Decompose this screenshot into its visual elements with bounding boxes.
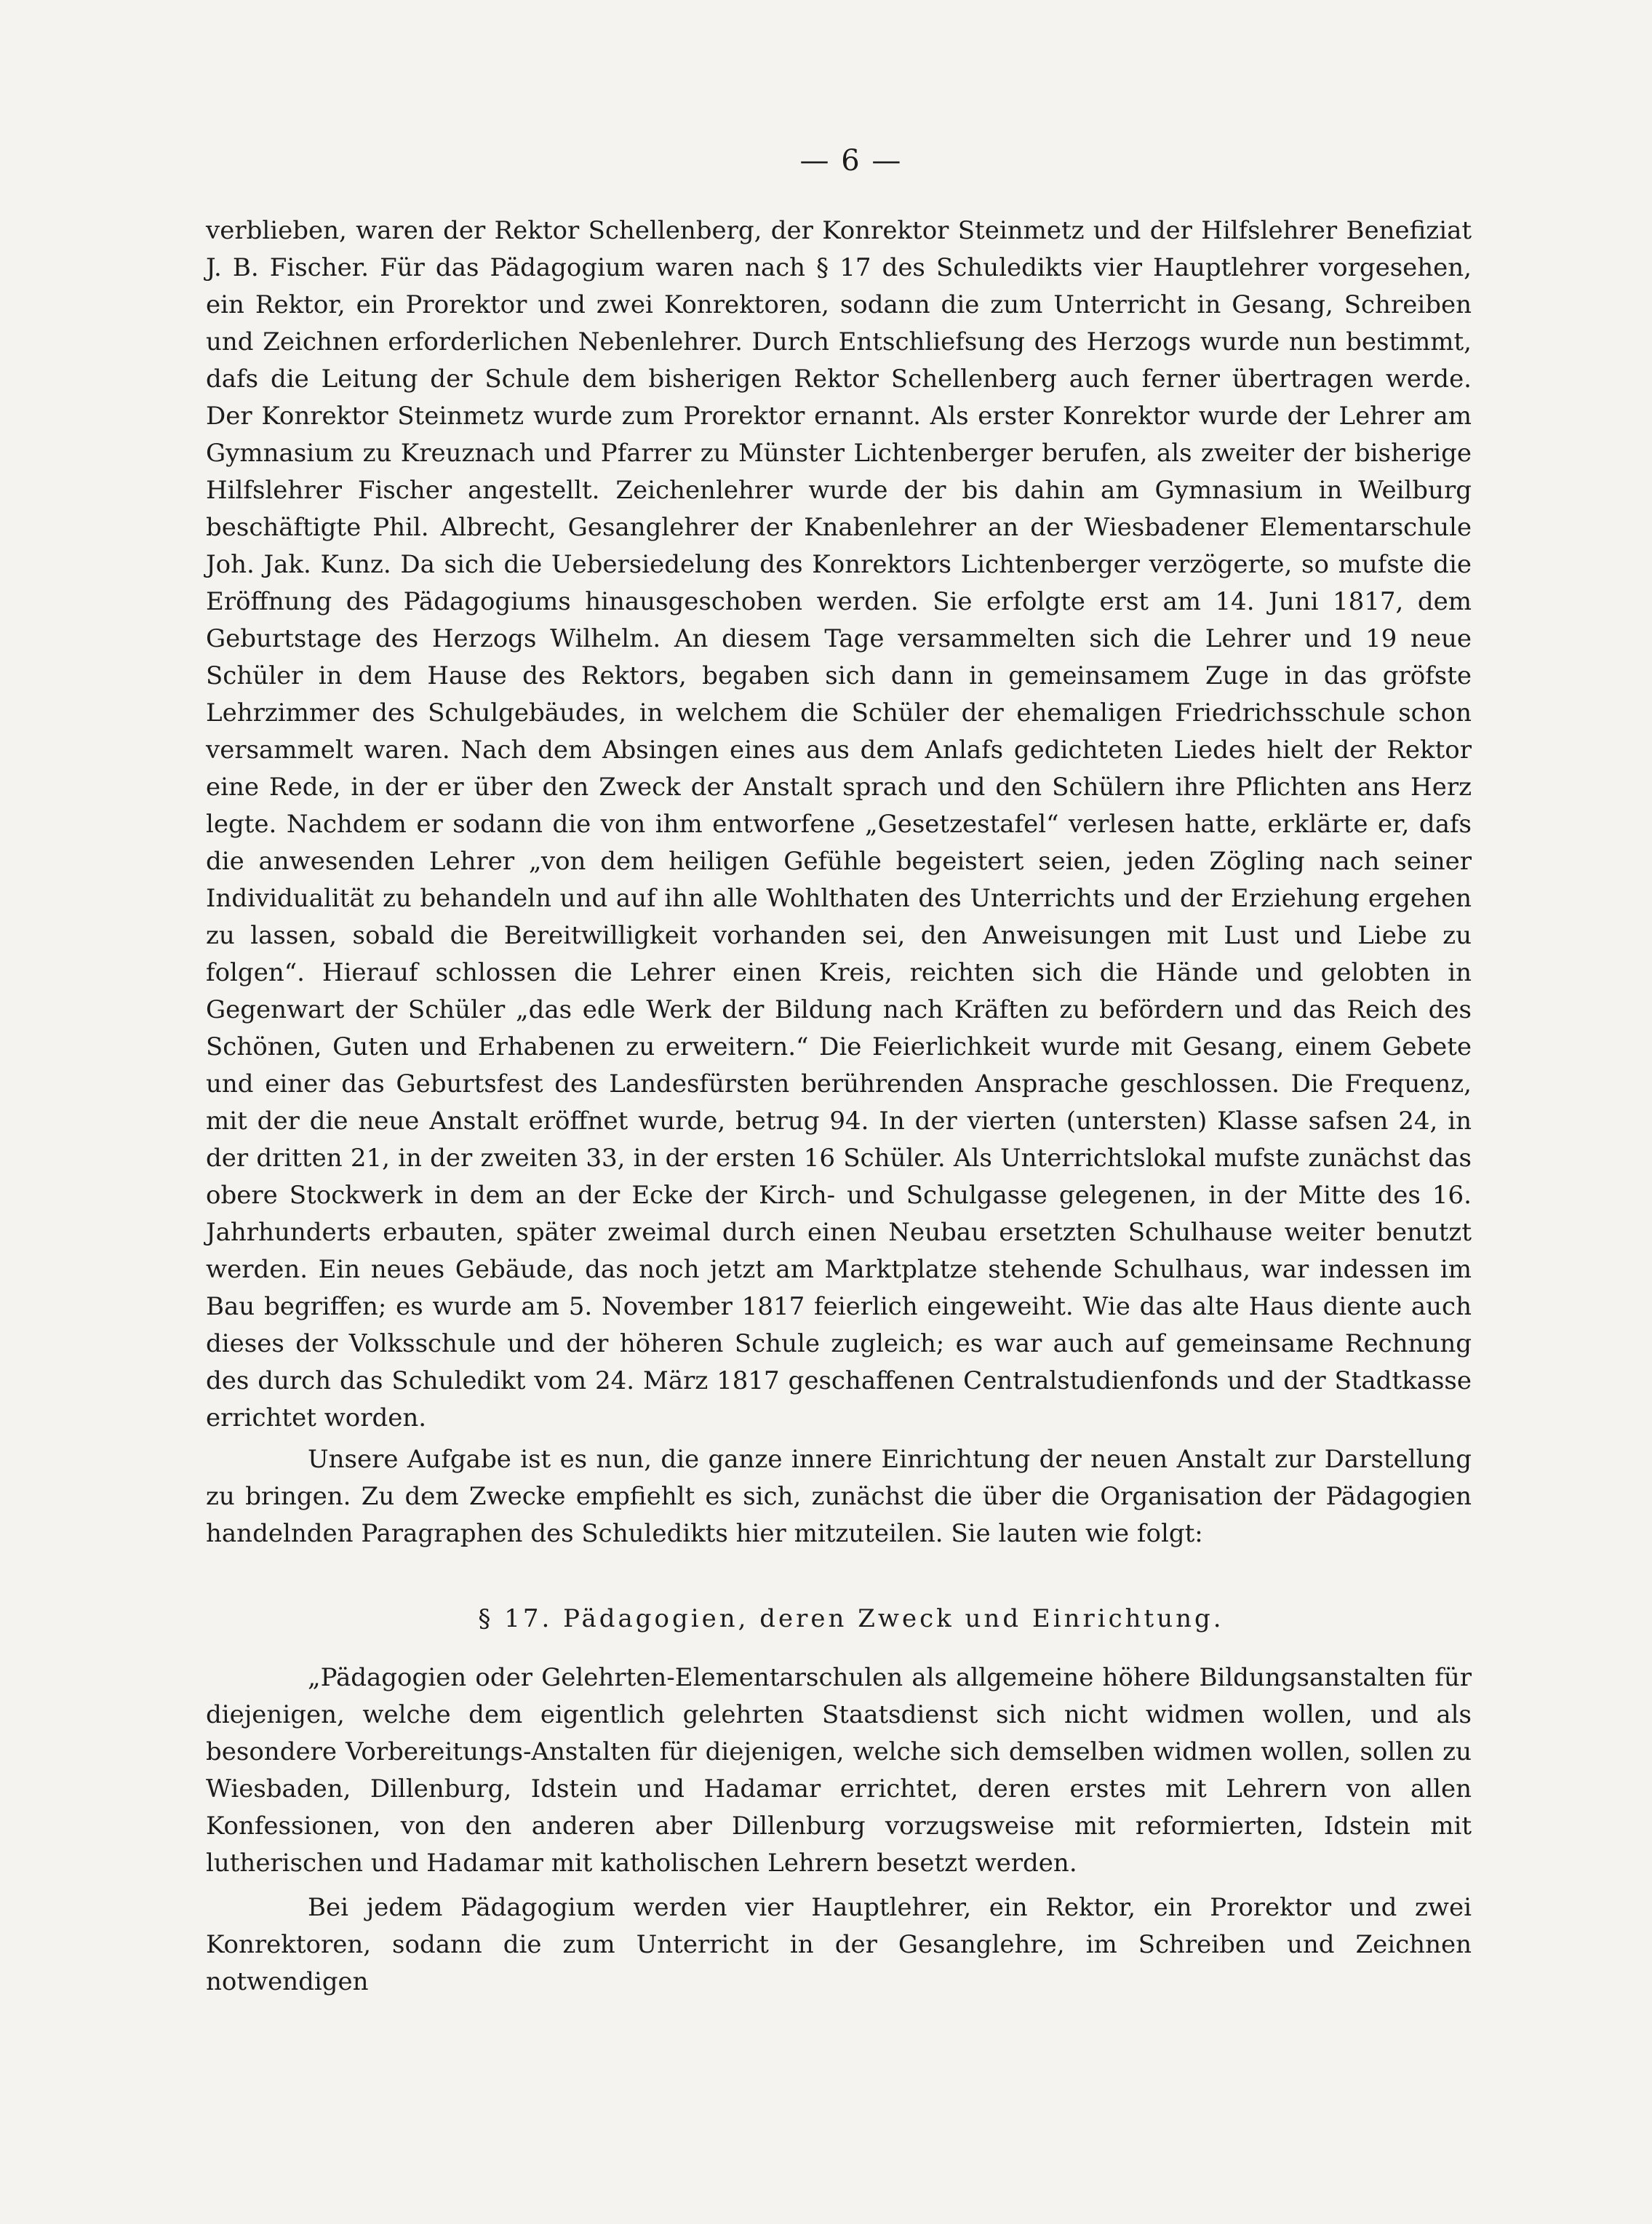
paragraph-teachers: Bei jedem Pädagogium werden vier Hauptlehrer, ein Rektor, ein Prorektor und zwei Konrektoren, sodann die zum Unterricht in der Gesanglehre, im Schreiben und Zeichnen notwendigen xyxy=(206,1893,1472,1996)
paragraph-task-intro: Unsere Aufgabe ist es nun, die ganze innere Einrichtung der neuen Anstalt zur Darstellung zu bringen. Zu dem Zwecke empfiehlt es sich, zunächst die über die Organisation der Pädagogien handelnden Paragraphen des Schuledikts hier mitzuteilen. Sie lauten wie folgt: xyxy=(206,1445,1472,1548)
section-heading: § 17. Pädagogien, deren Zweck und Einrichtung. xyxy=(478,1604,1224,1633)
page-number: — 6 — xyxy=(799,144,903,178)
paragraph-founding-history: verblieben, waren der Rektor Schellenberg, der Konrektor Steinmetz und der Hilfslehrer Benefiziat J. B. Fischer. Für das Pädagogium waren nach § 17 des Schuledikts vier Hauptlehrer vorgesehen, ein Rektor, ein Prorektor und zwei Konrektoren, sodann die zum Unterricht in Gesang, Schreiben und Zeichnen erforderlichen Nebenlehrer. Durch Entschliefsung des Herzogs wurde nun bestimmt, dafs die Leitung der Schule dem bisherigen Rektor Schellenberg auch ferner übertragen werde. Der Konrektor Steinmetz wurde zum Prorektor ernannt. Als erster Konrektor wurde der Lehrer am Gymnasium zu Kreuznach und Pfarrer zu Münster Lichtenberger berufen, als zweiter der bisherige Hilfslehrer Fischer angestellt. Zeichenlehrer wurde der bis dahin am Gymnasium in Weilburg beschäftigte Phil. Albrecht, Gesanglehrer der Knabenlehrer an der Wiesbadener Elementarschule Joh. Jak. Kunz. Da sich die Uebersiedelung des Konrektors Lichtenberger verzögerte, so mufste die Eröffnung des Pädagogiums hinausgeschoben werden. Sie erfolgte erst am 14. Juni 1817, dem Geburtstage des Herzogs Wilhelm. An diesem Tage versammelten sich die Lehrer und 19 neue Schüler in dem Hause des Rektors, begaben sich dann in gemeinsamem Zuge in das gröfste Lehrzimmer des Schulgebäudes, in welchem die Schüler der ehemaligen Friedrichsschule schon versammelt waren. Nach dem Absingen eines aus dem Anlafs gedichteten Liedes hielt der Rektor eine Rede, in der er über den Zweck der Anstalt sprach und den Schülern ihre Pflichten ans Herz legte. Nachdem er sodann die von ihm entworfene „Gesetzestafel“ verlesen hatte, erklärte er, dafs die anwesenden Lehrer „von dem heiligen Gefühle begeistert seien, jeden Zögling nach seiner Individualität zu behandeln und auf ihn alle Wohlthaten des Unterrichts und der Erziehung ergehen zu lassen, sobald die Bereitwilligkeit vorhanden sei, den Anweisungen mit Lust und Liebe zu folgen“. Hierauf schlossen die Lehrer einen Kreis, reichten sich die Hände und gelobten in Gegenwart der Schüler „das edle Werk der Bildung nach Kräften zu befördern und das Reich des Schönen, Guten und Erhabenen zu erweitern.“ Die Feierlichkeit wurde mit Gesang, einem Gebete und einer das Geburtsfest des Landesfürsten berührenden Ansprache geschlossen. Die Frequenz, mit der die neue Anstalt eröffnet wurde, betrug 94. In der vierten (untersten) Klasse safsen 24, in der dritten 21, in der zweiten 33, in der ersten 16 Schüler. Als Unterrichtslokal mufste zunächst das obere Stockwerk in dem an der Ecke der Kirch- und Schulgasse gelegenen, in der Mitte des 16. Jahrhunderts erbauten, später zweimal durch einen Neubau ersetzten Schulhause weiter benutzt werden. Ein neues Gebäude, das noch jetzt am Marktplatze stehende Schulhaus, war indessen im Bau begriffen; es wurde am 5. November 1817 feierlich eingeweiht. Wie das alte Haus diente auch dieses der Volksschule und der höheren Schule zugleich; es war auch auf gemeinsame Rechnung des durch das Schuledikt vom 24. März 1817 geschaffenen Centralstudienfonds und der Stadtkasse errichtet worden. xyxy=(206,216,1472,1432)
paragraph-paedagogien-purpose: „Pädagogien oder Gelehrten-Elementarschulen als allgemeine höhere Bildungsanstalten für diejenigen, welche dem eigentlich gelehrten Staatsdienst sich nicht widmen wollen, und als besondere Vorbereitungs-Anstalten für diejenigen, welche sich demselben widmen wollen, sollen zu Wiesbaden, Dillenburg, Idstein und Hadamar errichtet, deren erstes mit Lehrern von allen Konfessionen, von den anderen aber Dillenburg vorzugsweise mit reformierten, Idstein mit lutherischen und Hadamar mit katholischen Lehrern besetzt werden. xyxy=(206,1663,1472,1878)
